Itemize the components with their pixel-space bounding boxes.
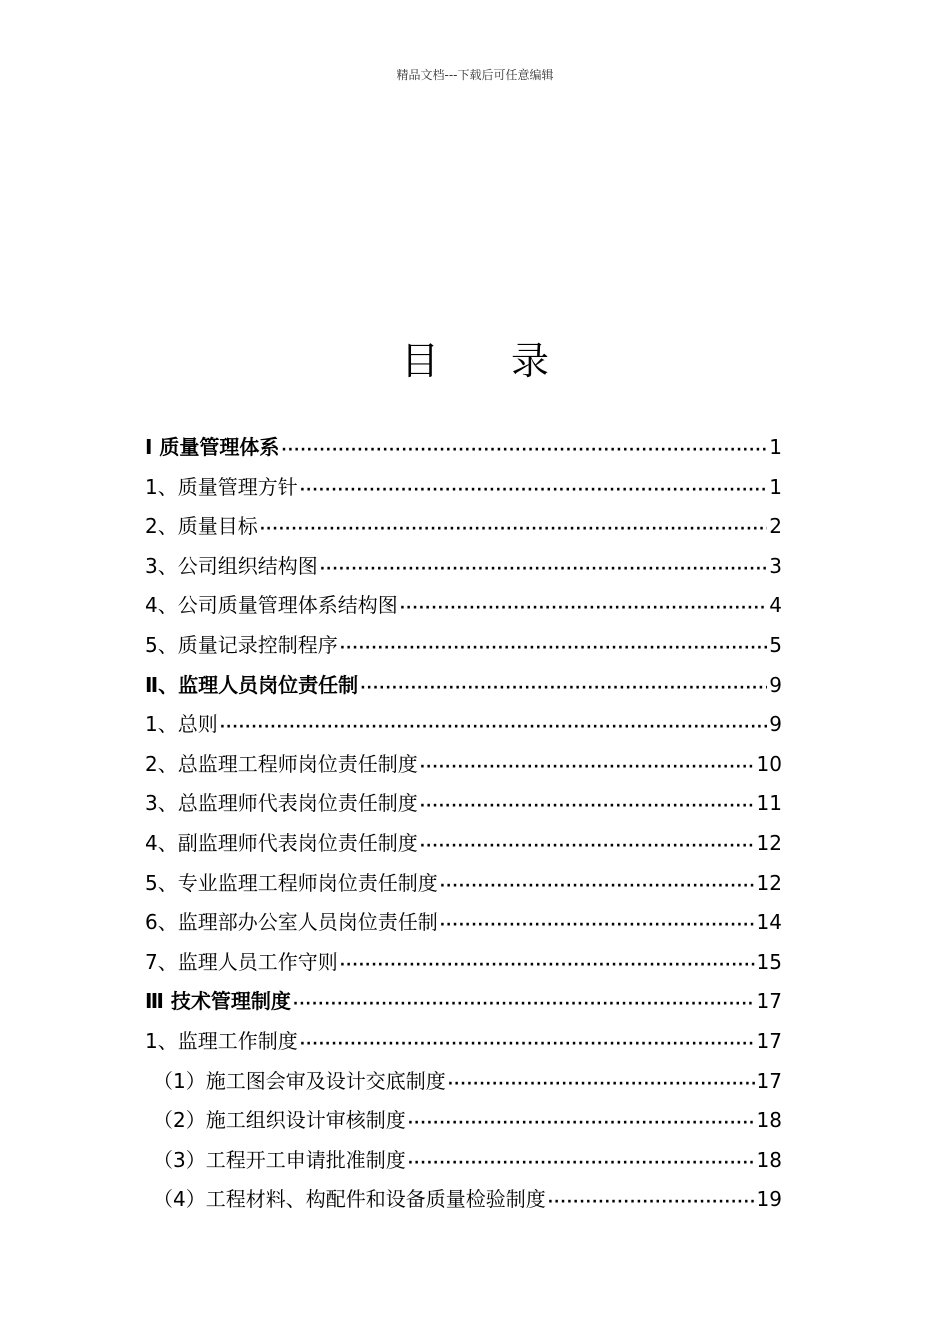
toc-dot-leader bbox=[440, 906, 755, 946]
toc-entry-label: （4）工程材料、构配件和设备质量检验制度 bbox=[153, 1187, 546, 1212]
toc-dot-leader bbox=[400, 589, 768, 629]
toc-dot-leader bbox=[340, 946, 755, 986]
toc-entry-page-number: 4 bbox=[769, 593, 782, 618]
toc-entry-page-number: 2 bbox=[769, 514, 782, 539]
toc-title: 目 录 bbox=[400, 339, 580, 383]
toc-dot-leader bbox=[360, 669, 767, 709]
toc-entry-page-number: 17 bbox=[756, 989, 782, 1014]
toc-entry-page-number: 9 bbox=[769, 672, 782, 697]
toc-dot-leader bbox=[281, 431, 767, 471]
toc-entry-label: Ⅰ 质量管理体系 bbox=[145, 435, 280, 459]
toc-dot-leader bbox=[408, 1144, 755, 1184]
toc-dot-leader bbox=[420, 827, 755, 867]
toc-entry-label: 3、公司组织结构图 bbox=[145, 553, 318, 578]
toc-entry-page-number: 14 bbox=[756, 910, 782, 935]
toc-entry-label: Ⅱ、监理人员岗位责任制 bbox=[145, 672, 359, 697]
toc-entry[interactable] bbox=[145, 784, 782, 824]
toc-entry-label: 7、监理人员工作守则 bbox=[145, 949, 338, 974]
toc-entry-label: 6、监理部办公室人员岗位责任制 bbox=[145, 910, 438, 935]
toc-entry[interactable] bbox=[145, 1180, 782, 1220]
toc-entry[interactable] bbox=[145, 943, 782, 983]
toc-entry-label: 4、副监理师代表岗位责任制度 bbox=[145, 830, 418, 855]
toc-entry[interactable] bbox=[145, 586, 782, 626]
toc-entry[interactable] bbox=[145, 824, 782, 864]
toc-dot-leader bbox=[408, 1104, 755, 1144]
toc-entry[interactable] bbox=[145, 745, 782, 785]
toc-entry-page-number: 10 bbox=[756, 751, 782, 776]
toc-entry[interactable] bbox=[145, 982, 782, 1022]
toc-dot-leader bbox=[260, 510, 768, 550]
toc-dot-leader bbox=[220, 708, 768, 748]
toc-entry[interactable] bbox=[145, 903, 782, 943]
toc-entry[interactable] bbox=[145, 626, 782, 666]
toc-entry-page-number: 18 bbox=[756, 1108, 782, 1133]
toc-entry[interactable] bbox=[145, 666, 782, 706]
toc-entry-page-number: 12 bbox=[756, 830, 782, 855]
table-of-contents bbox=[145, 428, 782, 1220]
page-header-note: 精品文档---下载后可任意编辑 bbox=[396, 68, 554, 82]
toc-dot-leader bbox=[420, 748, 755, 788]
toc-entry-label: 3、总监理师代表岗位责任制度 bbox=[145, 791, 418, 816]
toc-entry-label: 2、总监理工程师岗位责任制度 bbox=[145, 751, 418, 776]
toc-entry-label: 5、专业监理工程师岗位责任制度 bbox=[145, 870, 438, 895]
toc-entry[interactable] bbox=[145, 864, 782, 904]
toc-dot-leader bbox=[300, 471, 768, 511]
toc-entry-page-number: 18 bbox=[756, 1147, 782, 1172]
toc-entry[interactable] bbox=[145, 1101, 782, 1141]
toc-entry[interactable] bbox=[145, 507, 782, 547]
toc-entry-label: 1、总则 bbox=[145, 712, 218, 737]
toc-dot-leader bbox=[420, 787, 755, 827]
toc-entry-page-number: 5 bbox=[769, 632, 782, 657]
toc-dot-leader bbox=[448, 1065, 755, 1105]
toc-entry-page-number: 17 bbox=[756, 1068, 782, 1093]
toc-dot-leader bbox=[293, 985, 755, 1025]
toc-entry-page-number: 9 bbox=[769, 712, 782, 737]
toc-entry-label: （3）工程开工申请批准制度 bbox=[153, 1147, 406, 1172]
toc-dot-leader bbox=[440, 867, 755, 907]
toc-entry-page-number: 1 bbox=[769, 474, 782, 499]
toc-entry[interactable] bbox=[145, 468, 782, 508]
toc-entry[interactable] bbox=[145, 428, 782, 468]
toc-entry-label: （1）施工图会审及设计交底制度 bbox=[153, 1068, 446, 1093]
toc-dot-leader bbox=[320, 550, 768, 590]
toc-entry-page-number: 3 bbox=[769, 553, 782, 578]
toc-entry[interactable] bbox=[145, 547, 782, 587]
toc-entry-page-number: 12 bbox=[756, 870, 782, 895]
toc-entry-page-number: 11 bbox=[756, 791, 782, 816]
toc-entry-label: 1、监理工作制度 bbox=[145, 1028, 298, 1053]
toc-entry-label: 4、公司质量管理体系结构图 bbox=[145, 593, 398, 618]
toc-entry-label: Ⅲ 技术管理制度 bbox=[145, 989, 291, 1014]
toc-entry-label: 5、质量记录控制程序 bbox=[145, 632, 338, 657]
toc-entry[interactable] bbox=[145, 1141, 782, 1181]
toc-entry-label: （2）施工组织设计审核制度 bbox=[153, 1108, 406, 1133]
toc-entry[interactable] bbox=[145, 1062, 782, 1102]
toc-dot-leader bbox=[340, 629, 768, 669]
toc-dot-leader bbox=[300, 1025, 755, 1065]
toc-entry-page-number: 17 bbox=[756, 1028, 782, 1053]
toc-entry-page-number: 1 bbox=[769, 435, 782, 459]
toc-entry-page-number: 15 bbox=[756, 949, 782, 974]
toc-entry-label: 2、质量目标 bbox=[145, 514, 258, 539]
toc-dot-leader bbox=[548, 1183, 755, 1223]
toc-entry-page-number: 19 bbox=[756, 1187, 782, 1212]
toc-entry-label: 1、质量管理方针 bbox=[145, 474, 298, 499]
toc-entry[interactable] bbox=[145, 705, 782, 745]
toc-entry[interactable] bbox=[145, 1022, 782, 1062]
